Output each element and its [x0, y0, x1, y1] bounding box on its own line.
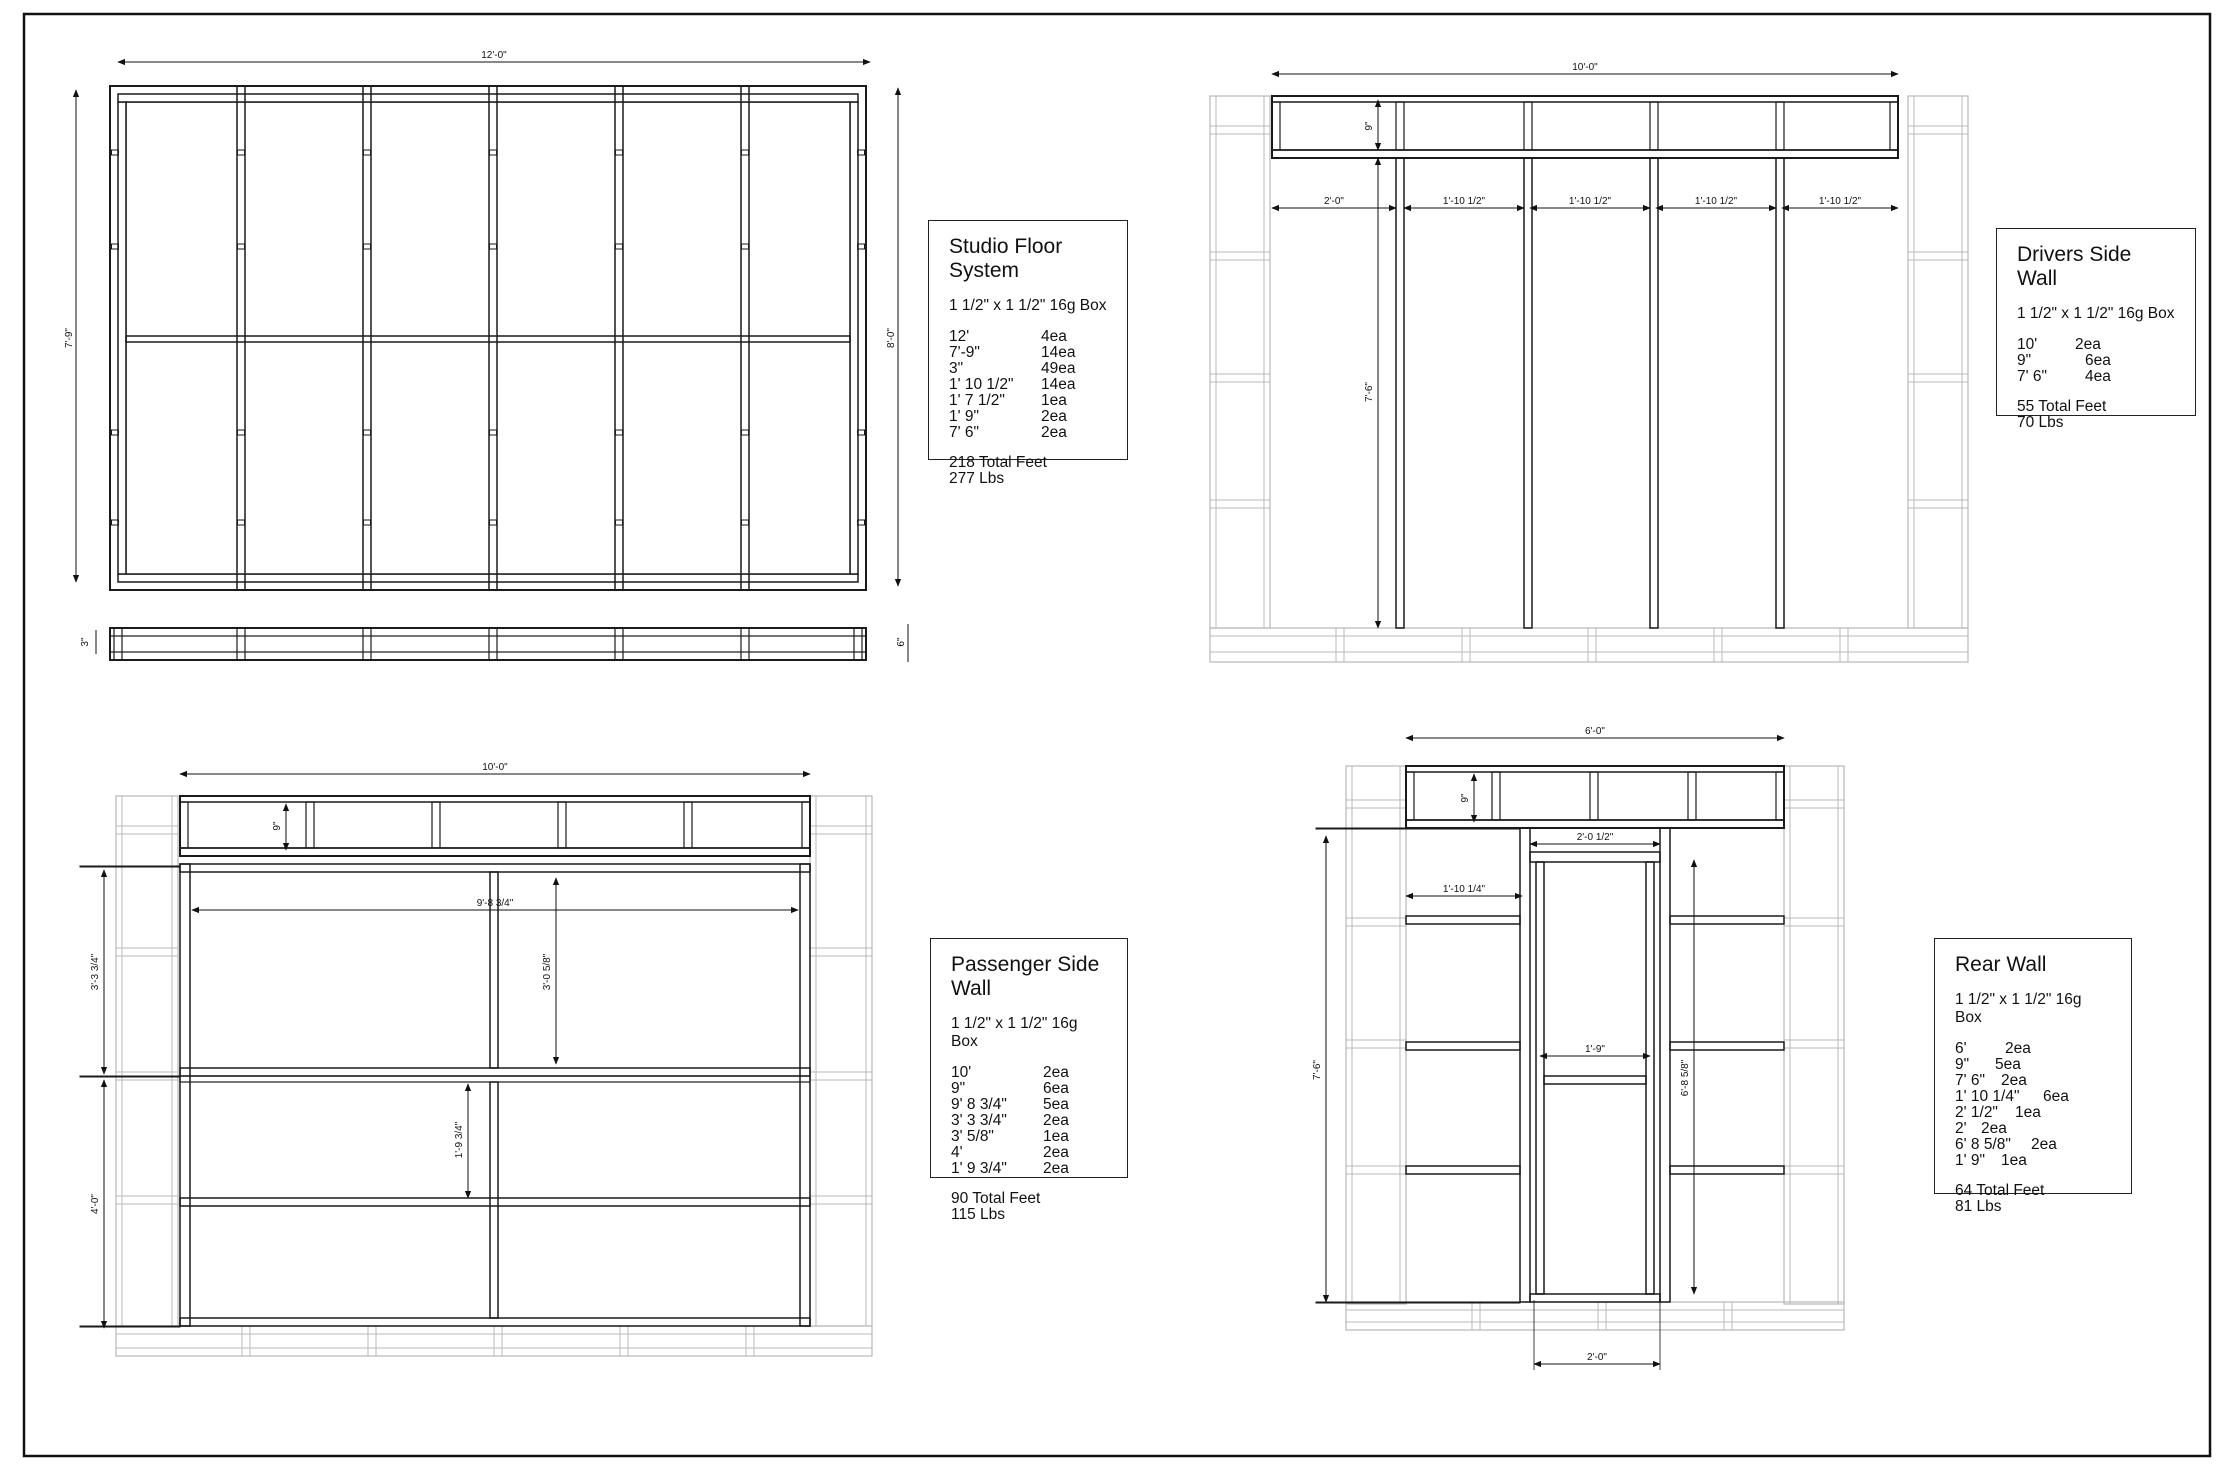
rear-ghost-rung	[1346, 1166, 1406, 1174]
row-length: 1' 10 1/2"	[949, 376, 1014, 393]
floor-side-joist	[741, 628, 749, 660]
pass-ghost-rung	[810, 1072, 872, 1080]
pass-top-plate	[180, 848, 810, 856]
rear-header-block	[1406, 772, 1414, 820]
rear-header-block	[1590, 772, 1598, 820]
rear-header-block	[1492, 772, 1500, 820]
pass-upper-stud-dim: 3'-0 5/8"	[542, 953, 553, 991]
row-length: 1' 7 1/2"	[949, 392, 1005, 409]
row-qty: 49ea	[1041, 360, 1076, 377]
drivers-ghost-floor-joist	[1840, 628, 1848, 662]
row-length: 7' 6"	[949, 424, 980, 441]
floor-framing-plan	[110, 86, 866, 590]
row-length: 7'-9"	[949, 344, 980, 361]
drivers-stud	[1776, 158, 1784, 628]
floor-spacer	[490, 244, 497, 249]
pass-bottom-ext	[80, 1326, 180, 1327]
drivers-wall-frame	[1272, 96, 1898, 628]
legend-row	[951, 1145, 1107, 1161]
floor-spacer	[616, 244, 623, 249]
drivers-stud	[1396, 158, 1404, 628]
floor-outer-frame	[110, 86, 866, 590]
pass-ghost-rung	[810, 1196, 872, 1204]
floor-legend-total-weight: 277 Lbs	[949, 470, 1005, 487]
floor-inner-frame	[118, 94, 858, 582]
legend-row	[949, 377, 1107, 393]
legend-row	[951, 1097, 1107, 1113]
rear-ghost-floor-joist	[1724, 1302, 1732, 1330]
drivers-ghost-floor	[1210, 628, 1968, 662]
legend-row	[1955, 1041, 2111, 1057]
row-length: 3"	[949, 360, 964, 377]
pass-header-block	[306, 802, 314, 848]
row-qty: 14ea	[1041, 376, 1076, 393]
floor-side-joist	[615, 628, 623, 660]
row-length: 7' 6"	[1955, 1072, 1986, 1089]
rear-ghost-floor-joist	[1598, 1302, 1606, 1330]
row-length: 9' 8 3/4"	[951, 1096, 1007, 1113]
floor-spacer	[490, 430, 497, 435]
floor-spacer	[490, 150, 497, 155]
rear-legend-total-weight: 81 Lbs	[1955, 1198, 2002, 1215]
drivers-header-block	[1524, 102, 1532, 150]
row-qty: 14ea	[1041, 344, 1076, 361]
legend-row	[2017, 353, 2175, 369]
floor-spacer	[364, 244, 371, 249]
passenger-legend-total-weight: 115 Lbs	[951, 1206, 1006, 1223]
floor-right-dim: 8'-0"	[886, 328, 897, 348]
drivers-header-block	[1890, 102, 1898, 150]
rear-door-top-dim: 2'-0 1/2"	[1576, 832, 1614, 843]
row-length: 6' 8 5/8"	[1955, 1136, 2011, 1153]
floor-joist	[237, 86, 245, 590]
floor-side-joist	[489, 628, 497, 660]
drivers-header-block	[1272, 102, 1280, 150]
rear-height-ext-bottom	[1316, 1302, 1520, 1303]
drivers-ghost-rung	[1210, 374, 1270, 382]
legend-row	[1955, 1153, 2111, 1169]
floor-joist	[741, 86, 749, 590]
floor-thick-left-dim: 3"	[80, 637, 91, 647]
floor-side-joist	[114, 628, 122, 660]
row-qty: 2ea	[1043, 1144, 1069, 1161]
pass-mid-rail	[180, 1068, 810, 1076]
pass-header-block	[432, 802, 440, 848]
drivers-legend-rows	[2017, 337, 2175, 385]
pass-inner-width-dim: 9'-8 3/4"	[476, 898, 514, 909]
rear-bottom-dim: 2'-0"	[1587, 1352, 1607, 1363]
row-qty: 2ea	[1043, 1112, 1069, 1129]
row-qty: 1ea	[2001, 1152, 2027, 1169]
legend-row	[1955, 1137, 2111, 1153]
rear-ghost-rung	[1346, 918, 1406, 926]
pass-mid-rail-2	[180, 1076, 810, 1082]
rear-ghost-rung	[1784, 918, 1844, 926]
pass-ghost-right-inner	[816, 796, 866, 1326]
pass-header-block	[684, 802, 692, 848]
rear-ghost-rung	[1784, 1166, 1844, 1174]
rear-ghost-floor	[1346, 1302, 1844, 1330]
rear-door-rail	[1544, 1076, 1646, 1084]
floor-left-dim: 7'-9"	[64, 328, 75, 348]
rear-ghost-right	[1784, 766, 1844, 1304]
rear-left-blocking	[1406, 916, 1520, 924]
floor-spacer	[238, 150, 245, 155]
floor-side-joist	[363, 628, 371, 660]
drivers-legend-material: 1 1/2" x 1 1/2" 16g Box	[2017, 305, 2175, 322]
legend-row	[949, 425, 1107, 441]
pass-upper-plate	[180, 864, 810, 872]
drivers-legend	[1996, 228, 2196, 431]
pass-left-post	[180, 864, 190, 1326]
legend-row	[951, 1129, 1107, 1145]
drivers-ghost-rung	[1908, 374, 1968, 382]
drivers-ghost-rung	[1908, 500, 1968, 508]
row-length: 1' 9"	[949, 408, 980, 425]
passenger-legend-material: 1 1/2" x 1 1/2" 16g Box	[951, 1015, 1078, 1050]
row-qty: 2ea	[1981, 1120, 2007, 1137]
floor-legend-material: 1 1/2" x 1 1/2" 16g Box	[949, 297, 1107, 314]
legend-row	[949, 393, 1107, 409]
floor-side-joist	[237, 628, 245, 660]
row-qty: 1ea	[1041, 392, 1067, 409]
row-qty: 6ea	[1043, 1080, 1069, 1097]
pass-ghost-left-inner	[122, 796, 172, 1326]
rear-height-dim: 7'-6"	[1312, 1060, 1323, 1080]
drivers-ghost-floor-inner	[1210, 636, 1968, 652]
row-qty: 1ea	[1043, 1128, 1069, 1145]
drivers-ghost-right-inner	[1914, 96, 1962, 628]
legend-row	[1955, 1121, 2111, 1137]
row-qty: 2ea	[1041, 408, 1067, 425]
rear-ghost-rung	[1346, 1040, 1406, 1048]
floor-spacer	[742, 520, 749, 525]
rear-ghost-rung	[1784, 1040, 1844, 1048]
drivers-ghost-rung	[1210, 252, 1270, 260]
pass-ghost-floor-joist	[368, 1326, 376, 1356]
passenger-legend-rows	[951, 1065, 1107, 1177]
drivers-bay-3-dim: 1'-10 1/2"	[1694, 196, 1738, 207]
floor-spacer	[364, 430, 371, 435]
floor-side-joist	[854, 628, 862, 660]
pass-upper-left-dim: 3'-3 3/4"	[90, 953, 101, 991]
rear-left-bay-dim: 1'-10 1/4"	[1442, 884, 1486, 895]
rear-ghost-rung	[1346, 800, 1406, 808]
row-qty: 2ea	[2075, 336, 2101, 353]
row-length: 10'	[2017, 336, 2038, 353]
floor-side-elevation	[110, 628, 866, 660]
legend-row	[2017, 369, 2175, 385]
drivers-ghost-left	[1210, 96, 1270, 628]
floor-spacer	[364, 520, 371, 525]
row-length: 9"	[1955, 1056, 1970, 1073]
legend-row	[951, 1081, 1107, 1097]
row-qty: 4ea	[1041, 328, 1067, 345]
row-qty: 6ea	[2085, 352, 2111, 369]
drivers-legend-total-feet: 55 Total Feet	[2017, 398, 2107, 415]
pass-ghost-floor-joist	[494, 1326, 502, 1356]
row-length: 2'	[1955, 1120, 1967, 1137]
row-length: 3' 3 3/4"	[951, 1112, 1007, 1129]
floor-joist	[489, 86, 497, 590]
drivers-bay-0-dim: 2'-0"	[1324, 196, 1344, 207]
rear-legend-rows	[1955, 1041, 2111, 1169]
passenger-wall-frame	[80, 796, 810, 1327]
pass-ghost-floor-joist	[620, 1326, 628, 1356]
pass-header-block	[802, 802, 810, 848]
rear-door-header	[1530, 852, 1660, 862]
row-length: 1' 9 3/4"	[951, 1160, 1007, 1177]
pass-header-dim: 9"	[272, 821, 283, 831]
pass-lower-left-dim: 4'-0"	[90, 1194, 101, 1214]
row-qty: 2ea	[2001, 1072, 2027, 1089]
drivers-height-dim: 7'-6"	[1364, 382, 1375, 402]
floor-joist	[615, 86, 623, 590]
floor-spacer	[742, 430, 749, 435]
row-length: 1' 10 1/4"	[1955, 1088, 2020, 1105]
passenger-legend-title: Passenger Side Wall	[951, 953, 1100, 1000]
pass-mid-ext	[80, 1076, 180, 1077]
legend-row	[949, 361, 1107, 377]
row-length: 1' 9"	[1955, 1152, 1986, 1169]
row-length: 6'	[1955, 1040, 1967, 1057]
legend-row	[949, 329, 1107, 345]
drivers-bay-2-dim: 1'-10 1/2"	[1568, 196, 1612, 207]
floor-spacer	[238, 244, 245, 249]
row-qty: 5ea	[1043, 1096, 1069, 1113]
pass-header-block	[180, 802, 188, 848]
floor-side-inner	[110, 636, 866, 652]
row-qty: 5ea	[1995, 1056, 2021, 1073]
floor-spacer	[238, 430, 245, 435]
legend-row	[2017, 337, 2175, 353]
legend-row	[949, 409, 1107, 425]
rear-legend	[1934, 938, 2132, 1215]
passenger-legend-total-feet: 90 Total Feet	[951, 1190, 1041, 1207]
row-length: 3' 5/8"	[951, 1128, 994, 1145]
rear-door-sill	[1530, 1294, 1660, 1302]
rear-ghost-left	[1346, 766, 1406, 1304]
row-qty: 2ea	[1043, 1160, 1069, 1177]
floor-width-dim: 12'-0"	[481, 50, 507, 61]
rear-right-blocking	[1670, 916, 1784, 924]
row-qty: 4ea	[2085, 368, 2111, 385]
rear-height-ext-top	[1316, 828, 1520, 829]
legend-row	[951, 1065, 1107, 1081]
rear-door-stud-right	[1646, 862, 1654, 1294]
drivers-ghost-floor-joist	[1336, 628, 1344, 662]
pass-ghost-floor-joist	[746, 1326, 754, 1356]
rear-left-blocking	[1406, 1166, 1520, 1174]
floor-legend	[928, 220, 1128, 487]
row-length: 7' 6"	[2017, 368, 2048, 385]
drivers-ghost-rung	[1908, 252, 1968, 260]
pass-ghost-rung	[810, 948, 872, 956]
floor-spacer	[742, 244, 749, 249]
drivers-ghost-floor-joist	[1714, 628, 1722, 662]
pass-low-rail	[180, 1198, 810, 1206]
pass-ghost-left	[116, 796, 178, 1326]
row-length: 12'	[949, 328, 970, 345]
floor-spacer	[616, 520, 623, 525]
pass-top-ext	[80, 866, 180, 867]
legend-row	[949, 345, 1107, 361]
rear-wall-frame	[1316, 766, 1784, 1303]
rear-left-blocking	[1406, 1042, 1520, 1050]
row-qty: 2ea	[2031, 1136, 2057, 1153]
pass-width-dim: 10'-0"	[482, 762, 508, 773]
rear-ghost-rung	[1784, 800, 1844, 808]
drivers-header-block	[1396, 102, 1404, 150]
floor-spacer	[364, 150, 371, 155]
pass-ghost-floor-joist	[242, 1326, 250, 1356]
floor-legend-title: Studio Floor System	[949, 235, 1063, 282]
pass-header-block	[558, 802, 566, 848]
rear-header-block	[1776, 772, 1784, 820]
pass-lower-stud	[490, 1082, 498, 1318]
floor-spacer	[490, 520, 497, 525]
drivers-ghost-left-inner	[1216, 96, 1264, 628]
floor-legend-rows	[949, 329, 1107, 441]
rear-ghost-left-inner	[1352, 766, 1400, 1304]
drivers-wall-ghost-frame	[1210, 96, 1968, 662]
drivers-header-dim: 9"	[1364, 121, 1375, 131]
floor-side-outer	[110, 628, 866, 660]
legend-row	[951, 1161, 1107, 1177]
rear-right-blocking	[1670, 1166, 1784, 1174]
row-length: 10'	[951, 1064, 972, 1081]
legend-row	[1955, 1089, 2111, 1105]
passenger-legend	[930, 938, 1128, 1223]
rear-ghost-floor-joist	[1472, 1302, 1480, 1330]
pass-lower-stud-dim: 1'-9 3/4"	[454, 1121, 465, 1159]
floor-legend-total-feet: 218 Total Feet	[949, 454, 1047, 471]
rear-door-height-dim: 6'-8 5/8"	[1680, 1059, 1691, 1097]
drivers-legend-total-weight: 70 Lbs	[2017, 414, 2064, 431]
rear-ghost-right-inner	[1790, 766, 1838, 1304]
rear-jamb-left	[1520, 828, 1530, 1302]
legend-row	[951, 1113, 1107, 1129]
floor-thick-right-dim: 6"	[896, 637, 907, 647]
floor-spacer	[238, 520, 245, 525]
drivers-ghost-rung	[1908, 126, 1968, 134]
row-length: 4'	[951, 1144, 963, 1161]
pass-ghost-rung	[116, 826, 178, 834]
pass-ghost-rung	[810, 826, 872, 834]
floor-spacer	[616, 150, 623, 155]
row-qty: 2ea	[2005, 1040, 2031, 1057]
legend-row	[1955, 1073, 2111, 1089]
drivers-header-block	[1776, 102, 1784, 150]
legend-row	[1955, 1057, 2111, 1073]
row-length: 9"	[2017, 352, 2032, 369]
drivers-bay-4-dim: 1'-10 1/2"	[1818, 196, 1862, 207]
row-qty: 1ea	[2015, 1104, 2041, 1121]
pass-ghost-rung	[116, 948, 178, 956]
drivers-header-block	[1650, 102, 1658, 150]
pass-ghost-right	[810, 796, 872, 1326]
drivers-stud	[1650, 158, 1658, 628]
drivers-bay-1-dim: 1'-10 1/2"	[1442, 196, 1486, 207]
legend-row	[1955, 1105, 2111, 1121]
rear-top-plate	[1406, 820, 1784, 828]
pass-bottom-plate	[180, 1318, 810, 1326]
drivers-width-dim: 10'-0"	[1572, 62, 1598, 73]
floor-spacer	[742, 150, 749, 155]
rear-legend-title: Rear Wall	[1955, 953, 2047, 976]
rear-right-blocking	[1670, 1042, 1784, 1050]
rear-door-stud-left	[1536, 862, 1544, 1294]
drivers-ghost-right	[1908, 96, 1968, 628]
row-length: 9"	[951, 1080, 966, 1097]
row-qty: 6ea	[2043, 1088, 2069, 1105]
rear-header-block	[1688, 772, 1696, 820]
drivers-legend-title: Drivers Side Wall	[2017, 243, 2132, 290]
rear-ghost-floor-inner	[1346, 1310, 1844, 1322]
rear-width-dim: 6'-0"	[1585, 726, 1605, 737]
pass-right-post	[800, 864, 810, 1326]
drivers-ghost-floor-joist	[1462, 628, 1470, 662]
drivers-top-plate	[1272, 150, 1898, 158]
row-qty: 2ea	[1041, 424, 1067, 441]
rear-legend-total-feet: 64 Total Feet	[1955, 1182, 2045, 1199]
pass-ghost-rung	[116, 1196, 178, 1204]
drivers-ghost-rung	[1210, 500, 1270, 508]
row-length: 2' 1/2"	[1955, 1104, 1998, 1121]
floor-spacer	[616, 430, 623, 435]
rear-jamb-right	[1660, 828, 1670, 1302]
drivers-stud	[1524, 158, 1532, 628]
row-qty: 2ea	[1043, 1064, 1069, 1081]
floor-joist	[363, 86, 371, 590]
rear-legend-material: 1 1/2" x 1 1/2" 16g Box	[1955, 991, 2082, 1026]
drivers-ghost-rung	[1210, 126, 1270, 134]
drivers-ghost-floor-joist	[1588, 628, 1596, 662]
rear-header-dim: 9"	[1460, 793, 1471, 803]
rear-door-inner-dim: 1'-9"	[1585, 1044, 1605, 1055]
